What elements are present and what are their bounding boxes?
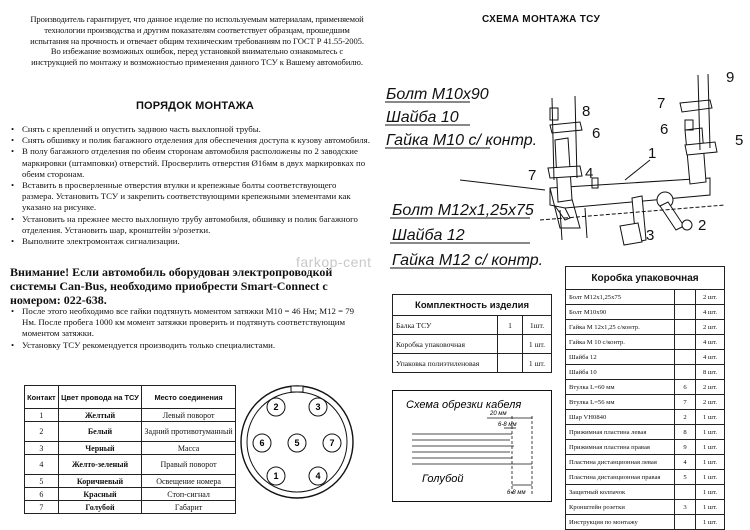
cell: Освещение номера — [142, 475, 236, 488]
cell — [675, 365, 696, 380]
cell: 4 шт. — [696, 305, 725, 320]
callout-8: 8 — [582, 103, 591, 120]
table-row — [566, 290, 725, 305]
cell: Инструкция по монтажу — [566, 515, 675, 530]
step-item: • Снять обшивку и полик багажного отделения для обеспечения доступа к кузову автомобиля. — [10, 135, 370, 146]
cell: 4 шт. — [696, 335, 725, 350]
label-bolt-m10: Болт М10х90 — [386, 86, 489, 103]
cell: Гайка М 12х1,25 с/контр. — [566, 320, 675, 335]
table-row — [25, 442, 236, 455]
cell — [498, 354, 523, 373]
cell: Втулка L=60 мм — [566, 380, 675, 395]
table-row — [566, 395, 725, 410]
table-row — [25, 501, 236, 514]
cell: 7 — [675, 395, 696, 410]
steps2-list — [10, 306, 370, 351]
cell — [675, 335, 696, 350]
cell: 4 — [25, 455, 59, 475]
cell: Задний противотуманный — [142, 422, 236, 442]
label-bolt-m12: Болт М12х1,25х75 — [392, 202, 534, 219]
cell: 3 — [675, 500, 696, 515]
callout-5: 5 — [735, 132, 744, 149]
table-row — [25, 488, 236, 501]
callout-1: 1 — [648, 145, 657, 162]
cell: Белый — [58, 422, 141, 442]
cell: Стоп-сигнал — [142, 488, 236, 501]
step-item: • Установку ТСУ рекомендуется производить только специалистами. — [10, 340, 370, 351]
col-header: Цвет провода на ТСУ — [58, 386, 141, 409]
table-row — [25, 455, 236, 475]
cell: 1 шт. — [696, 515, 725, 530]
cell: 6 — [25, 488, 59, 501]
cell — [675, 305, 696, 320]
table-row — [393, 354, 552, 373]
table-row — [25, 409, 236, 422]
cell: 5 — [25, 475, 59, 488]
scheme-title: СХЕМА МОНТАЖА ТСУ — [482, 14, 601, 25]
callout-6-left: 6 — [592, 125, 601, 142]
kit-title: Комплектность изделия — [393, 295, 552, 316]
step-item: • Установить на прежнее место выхлопную трубу автомобиля, обшивку и полик багажного отделения. Установить шар, кронштейн э/розетки. — [10, 214, 370, 236]
table-row — [393, 316, 552, 335]
cell: Левый поворот — [142, 409, 236, 422]
cell: 1шт. — [523, 316, 552, 335]
cell: 1 шт. — [696, 485, 725, 500]
cell: 2 шт. — [696, 290, 725, 305]
steps-list — [10, 124, 370, 247]
cell: 2 шт. — [696, 395, 725, 410]
step-item: • После этого необходимо все гайки подтянуть моментом затяжки М10 = 46 Нм; М12 = 79 Нм. После пробега 1000 км момент затяжки проверить и подтянуть соответствующим моментом затяжки. — [10, 306, 370, 340]
cell — [675, 350, 696, 365]
dim-bot: 6-8 мм — [507, 490, 526, 496]
cell — [675, 485, 696, 500]
table-row — [566, 425, 725, 440]
cell: 1 шт. — [696, 470, 725, 485]
box-table — [565, 266, 725, 530]
col-header: Контакт — [25, 386, 59, 409]
label-nut-m10: Гайка М10 с/ контр. — [386, 132, 538, 149]
socket-pinout-diagram — [238, 383, 356, 501]
dim-top: 20 мм — [490, 411, 507, 417]
table-row — [566, 500, 725, 515]
cell: 3 — [25, 442, 59, 455]
step-item: • В полу багажного отделения по обеим сторонам автомобиля расположены по 2 заводские маркировки (штамповки) отверстий. Просверлить отверстия Ø16мм в двух маркировках по обеим сторонам. — [10, 146, 370, 180]
cell: Габарит — [142, 501, 236, 514]
cell: 2 шт. — [696, 320, 725, 335]
cell: Защитный колпачок — [566, 485, 675, 500]
order-title: ПОРЯДОК МОНТАЖА — [135, 100, 255, 112]
callout-9: 9 — [726, 69, 735, 86]
canbus-warning: Внимание! Если автомобиль оборудован электропроводкой системы Can-Bus, необходимо приобрести Smart-Connect с номером: 022-638. — [10, 265, 333, 307]
label-washer-12: Шайба 12 — [392, 227, 465, 244]
pin-label: 3 — [315, 402, 321, 412]
callout-4: 4 — [585, 165, 594, 182]
table-row — [566, 440, 725, 455]
cell: 7 — [25, 501, 59, 514]
cut-title: Схема обрезки кабеля — [406, 399, 522, 411]
cell: 1 шт. — [523, 354, 552, 373]
cell: Болт М10х90 — [566, 305, 675, 320]
cell: 1 — [25, 409, 59, 422]
cell: Шайба 12 — [566, 350, 675, 365]
label-washer-10: Шайба 10 — [386, 109, 459, 126]
cell: Балка ТСУ — [393, 316, 498, 335]
cell: 5 — [675, 470, 696, 485]
step-item: • Выполните электромонтаж сигнализации. — [10, 236, 370, 247]
cell: 4 шт. — [696, 350, 725, 365]
label-nut-m12: Гайка М12 с/ контр. — [392, 252, 544, 269]
table-row — [566, 515, 725, 530]
table-row — [566, 455, 725, 470]
cell: 1 шт. — [696, 455, 725, 470]
cell: Масса — [142, 442, 236, 455]
mounting-diagram — [380, 30, 750, 280]
cell: 1 шт. — [696, 440, 725, 455]
table-row — [566, 335, 725, 350]
step-item: • Снять с креплений и опустить заднюю часть выхлопной трубы. — [10, 124, 370, 135]
dim-mid: 6-8 мм — [498, 422, 517, 428]
cell: 1 шт. — [696, 425, 725, 440]
cell: 1 шт. — [696, 410, 725, 425]
table-row — [566, 485, 725, 500]
cell: Шайба 10 — [566, 365, 675, 380]
table-row — [566, 305, 725, 320]
cell: Болт М12х1,25х75 — [566, 290, 675, 305]
pin-label: 1 — [273, 471, 279, 481]
cell: Кронштейн розетки — [566, 500, 675, 515]
wire-label: Голубой — [422, 473, 464, 485]
table-row — [566, 470, 725, 485]
cell: 8 шт. — [696, 365, 725, 380]
cell — [498, 335, 523, 354]
cell: Коричневый — [58, 475, 141, 488]
cell — [675, 290, 696, 305]
callout-7-right: 7 — [657, 95, 666, 112]
table-row — [25, 475, 236, 488]
cell: 9 — [675, 440, 696, 455]
cell: 6 — [675, 380, 696, 395]
cell: Пластина дистанционная левая — [566, 455, 675, 470]
table-row — [566, 410, 725, 425]
table-row — [25, 422, 236, 442]
kit-table — [392, 294, 552, 373]
callout-3: 3 — [646, 227, 655, 244]
box-title: Коробка упаковочная — [566, 267, 725, 290]
pin-label: 2 — [273, 402, 279, 412]
cell: Красный — [58, 488, 141, 501]
callout-7-left: 7 — [528, 167, 537, 184]
cell: 2 шт. — [696, 380, 725, 395]
cell: 1 — [498, 316, 523, 335]
cell: 4 — [675, 455, 696, 470]
cell — [675, 515, 696, 530]
cell: 8 — [675, 425, 696, 440]
cell: Правый поворот — [142, 455, 236, 475]
table-row — [566, 320, 725, 335]
cell: Черный — [58, 442, 141, 455]
cell: Коробка упаковочная — [393, 335, 498, 354]
cell: Желтый — [58, 409, 141, 422]
cell: Упаковка полиэтиленовая — [393, 354, 498, 373]
cell: Втулка L=56 мм — [566, 395, 675, 410]
step-item: • Вставить в просверленные отверстия втулки и крепежные болты соответствующего размера. Установить ТСУ и закрепить соответствующими крепежными элементами как указано на рисунке. — [10, 180, 370, 214]
cell: Голубой — [58, 501, 141, 514]
cell: Прижимная пластина левая — [566, 425, 675, 440]
cell: 2 — [25, 422, 59, 442]
cell — [675, 320, 696, 335]
callout-2: 2 — [698, 217, 707, 234]
pin-label: 6 — [259, 438, 265, 448]
callout-6-right: 6 — [660, 121, 669, 138]
cell: Пластина дистанционная правая — [566, 470, 675, 485]
cell: Желто-зеленый — [58, 455, 141, 475]
cell: Шар VH0840 — [566, 410, 675, 425]
pin-label: 5 — [294, 438, 300, 448]
cell: 1 шт. — [523, 335, 552, 354]
col-header: Место соединения — [142, 386, 236, 409]
intro-text: Производитель гарантирует, что данное изделие по используемым материалам, применяемой технологии производства и другим показателям соответствует образцам, прошедшим испытания на прочность и отвечает общим техническим требованиям по ГОСТ Р 41.55-2005. Во избежание возможных ошибок, перед установкой внимательно ознакомьтесь с инструкцией по монтажу и возможностью применения данного ТСУ к Вашему автомобилю. — [30, 14, 364, 68]
contacts-table — [24, 385, 236, 514]
cell: Гайка М 10 с/контр. — [566, 335, 675, 350]
pin-label: 7 — [329, 438, 335, 448]
table-row — [566, 365, 725, 380]
table-row — [566, 350, 725, 365]
table-row — [393, 335, 552, 354]
cell: 2 — [675, 410, 696, 425]
table-row — [566, 380, 725, 395]
watermark: farkop-cent — [296, 254, 372, 270]
cable-cut-diagram — [392, 390, 552, 502]
pin-label: 4 — [315, 471, 321, 481]
cell: Прижимная пластина правая — [566, 440, 675, 455]
cell: 1 шт. — [696, 500, 725, 515]
